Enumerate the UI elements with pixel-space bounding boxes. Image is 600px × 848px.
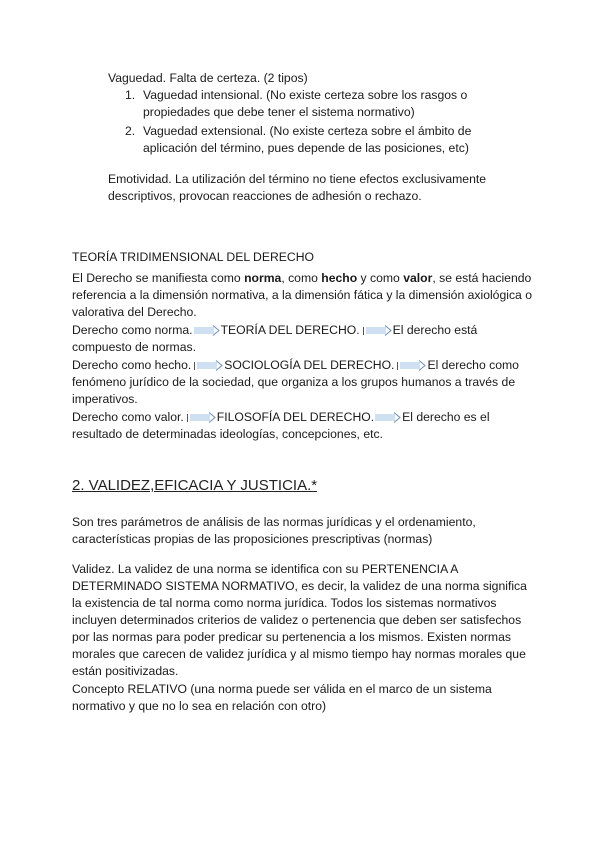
- list-item: [108, 123, 478, 157]
- list-text: Vaguedad intensional. (No existe certeza sobre los rasgos o propiedades que debe tener el sistema normativo): [143, 88, 468, 119]
- teoria-bold-hecho: hecho: [321, 271, 358, 285]
- row-label: Derecho como valor.: [72, 410, 184, 424]
- teoria-row-norma: [72, 322, 534, 356]
- row-description: El derecho está compuesto de normas.: [72, 323, 478, 354]
- teoria-text-c: , como: [281, 271, 322, 285]
- teoria-row-hecho: [72, 357, 534, 408]
- teoria-text-e: , se está haciendo referencia a la dimensión normativa, a la dimensión fática y la dimensión axiológica o valorativa del Derecho.: [72, 271, 532, 319]
- row-discipline: TEORÍA DEL DERECHO.: [220, 323, 360, 337]
- list-number: 1.: [125, 88, 136, 102]
- teoria-heading: TEORÍA TRIDIMENSIONAL DEL DERECHO: [72, 250, 314, 265]
- arrow-right-icon: [375, 412, 401, 423]
- emotividad-paragraph: Emotividad. La utilización del término no tiene efectos exclusivamente descriptivos, provocan reacciones de adhesión o rechazo.: [108, 172, 487, 203]
- validez-paragraph: Validez. La validez de una norma se identifica con su PERTENENCIA A DETERMINADO SISTEMA NORMATIVO, es decir, la validez de una norma significa la existencia de tal norma como norma jurídica. Todos los sistemas normativos incluyen determinados criterios de validez o pertenencia que deben ser satisfechos por las normas para poder predicar su pertenencia a los mismos. Existen normas morales que carecen de validez jurídica y al mismo tiempo hay normas morales que están positivizadas.: [72, 562, 527, 678]
- tick-mark-icon: [397, 362, 398, 370]
- arrow-right-icon: [190, 412, 216, 423]
- arrow-right-icon: [400, 360, 426, 371]
- concepto-paragraph: Concepto RELATIVO (una norma puede ser válida en el marco de un sistema normativo y que no lo sea en relación con otro): [72, 682, 492, 713]
- vaguedad-list: [108, 87, 478, 157]
- section-heading: 2. VALIDEZ,EFICACIA Y JUSTICIA.*: [72, 477, 318, 494]
- teoria-text-a: El Derecho se manifiesta como: [72, 271, 245, 285]
- row-description: El derecho es el resultado de determinadas ideologías, concepciones, etc.: [72, 410, 490, 441]
- list-item: [108, 87, 478, 121]
- row-label: Derecho como norma.: [72, 323, 193, 337]
- row-discipline: FILOSOFÍA DEL DERECHO.: [216, 410, 375, 424]
- tick-mark-icon: [187, 414, 188, 422]
- tick-mark-icon: [194, 362, 195, 370]
- teoria-row-valor: [72, 409, 534, 443]
- row-discipline: SOCIOLOGÍA DEL DERECHO.: [224, 358, 395, 372]
- arrow-right-icon: [197, 360, 223, 371]
- arrow-right-icon: [366, 325, 392, 336]
- tick-mark-icon: [363, 327, 364, 335]
- list-number: 2.: [125, 124, 136, 138]
- teoria-text-d: y como: [357, 271, 404, 285]
- teoria-bold-valor: valor: [403, 271, 433, 285]
- teoria-paragraph: [72, 270, 534, 321]
- section2-intro: Son tres parámetros de análisis de las normas jurídicas y el ordenamiento, características propias de las proposiciones prescriptivas (normas): [72, 515, 476, 546]
- row-label: Derecho como hecho.: [72, 358, 192, 372]
- row-description: El derecho como fenómeno jurídico de la sociedad, que organiza a los grupos humanos a través de imperativos.: [72, 358, 519, 406]
- arrow-right-icon: [194, 325, 220, 336]
- teoria-bold-norma: norma: [244, 271, 282, 285]
- list-text: Vaguedad extensional. (No existe certeza sobre el ámbito de aplicación del término, pues depende de las posiciones, etc): [143, 124, 472, 155]
- vaguedad-intro: Vaguedad. Falta de certeza. (2 tipos): [108, 71, 308, 85]
